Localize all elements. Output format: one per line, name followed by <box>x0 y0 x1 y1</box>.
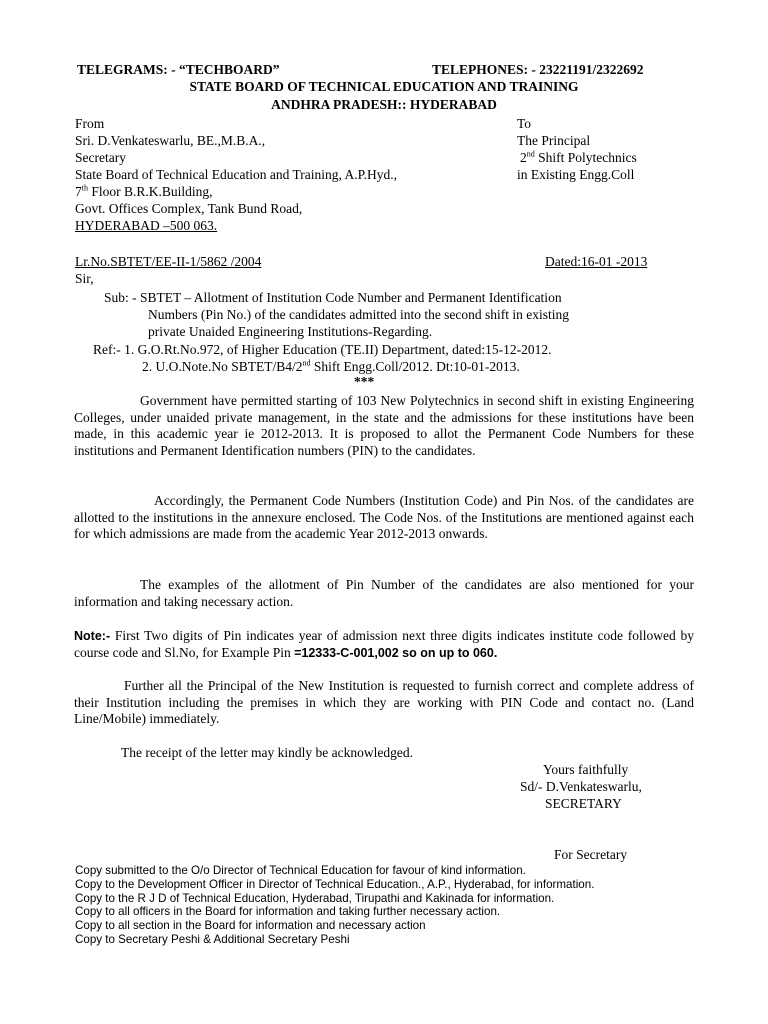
copy-line: Copy submitted to the O/o Director of Technical Education for favour of kind information. <box>75 864 526 877</box>
addressee-shift: 2nd Shift Polytechnics <box>520 149 637 165</box>
note-label: Note:- <box>74 629 111 643</box>
sender-city: HYDERABAD –500 063. <box>75 218 218 233</box>
reference-1: Ref:- 1. G.O.Rt.No.972, of Higher Education (TE.II) Department, dated:15-12-2012. <box>93 342 552 357</box>
addressee: The Principal <box>517 133 591 148</box>
sender-complex: Govt. Offices Complex, Tank Bund Road, <box>75 201 303 216</box>
telephones-line: TELEPHONES: - 23221191/2322692 <box>432 62 644 77</box>
for-secretary: For Secretary <box>554 847 628 862</box>
letter-date: Dated:16-01 -2013 <box>545 254 648 269</box>
pin-example: =12333-C-001,002 so on up to 060. <box>294 645 498 660</box>
subject-line-2: Numbers (Pin No.) of the candidates admitted into the second shift in existing <box>148 307 570 322</box>
note-text: First Two digits of Pin indicates year of admission next three digits indicates institute code followed by course code and Sl.No, for Example Pin <box>74 628 694 660</box>
body-paragraph-5: The receipt of the letter may kindly be acknowledged. <box>121 745 414 760</box>
copy-line: Copy to the R J D of Technical Education, Hyderabad, Tirupathi and Kakinada for information. <box>75 892 555 905</box>
body-paragraph-3: The examples of the allotment of Pin Number of the candidates are also mentioned for your information and taking necessary action. <box>74 577 694 609</box>
body-paragraph-1: Government have permitted starting of 103 New Polytechnics in second shift in existing Engineering Colleges, under unaided private management, in the state and the admissions for these institutions have been made, in this academic year ie 2012-2013. It is proposed to allot the Permanent Code Numbers for these institutions and Permanent Identification numbers (PIN) to the candidates. <box>74 393 694 458</box>
org-title: STATE BOARD OF TECHNICAL EDUCATION AND TRAINING <box>189 79 579 94</box>
to-label: To <box>517 116 532 131</box>
from-label: From <box>75 116 105 131</box>
copy-line: Copy to all officers in the Board for information and taking further necessary action. <box>75 905 501 918</box>
note-paragraph <box>74 628 694 661</box>
sender-name: Sri. D.Venkateswarlu, BE.,M.B.A., <box>75 133 266 148</box>
org-location: ANDHRA PRADESH:: HYDERABAD <box>271 97 497 112</box>
salutation: Sir, <box>75 271 94 286</box>
sender-designation: Secretary <box>75 150 126 165</box>
signatory-title: SECRETARY <box>545 796 622 811</box>
addressee-location: in Existing Engg.Coll <box>517 167 635 182</box>
subject-line-1: Sub: - SBTET – Allotment of Institution Code Number and Permanent Identification <box>104 290 562 305</box>
telegrams-line: TELEGRAMS: - “TECHBOARD” <box>77 62 280 77</box>
body-paragraph-2: Accordingly, the Permanent Code Numbers (Institution Code) and Pin Nos. of the candidates are allotted to the institutions in the annexure enclosed. The Code Nos. of the Institutions are mentioned against each for which admissions are made from the academic Year 2012-2013 onwards. <box>74 493 694 542</box>
closing: Yours faithfully <box>543 762 629 777</box>
sender-floor: 7th Floor B.R.K.Building, <box>75 183 213 199</box>
subject-line-3: private Unaided Engineering Institutions-Regarding. <box>148 324 433 339</box>
reference-2: 2. U.O.Note.No SBTET/B4/2nd Shift Engg.Coll/2012. Dt:10-01-2013. <box>142 358 520 374</box>
copy-line: Copy to the Development Officer in Director of Technical Education., A.P., Hyderabad, for information. <box>75 878 595 891</box>
separator-stars: *** <box>354 374 375 389</box>
copy-line: Copy to Secretary Peshi & Additional Secretary Peshi <box>75 933 350 946</box>
sender-office: State Board of Technical Education and Training, A.P.Hyd., <box>75 167 398 182</box>
signed-by: Sd/- D.Venkateswarlu, <box>520 779 642 794</box>
copy-line: Copy to all section in the Board for information and necessary action <box>75 919 426 932</box>
letter-number: Lr.No.SBTET/EE-II-1/5862 /2004 <box>75 254 262 269</box>
body-paragraph-4: Further all the Principal of the New Institution is requested to furnish correct and complete address of their Institution including the premises in which they are working with PIN Code and contact no. (Land Line/Mobile) immediately. <box>74 678 694 727</box>
